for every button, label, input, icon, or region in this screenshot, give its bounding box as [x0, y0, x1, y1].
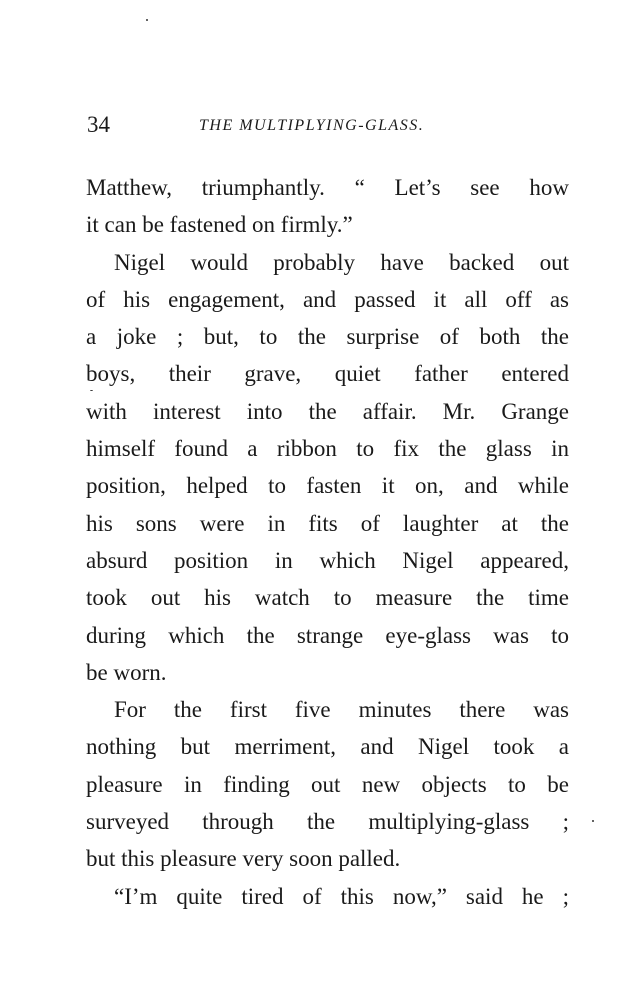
text-line: a joke ; but, to the surprise of both the — [86, 324, 569, 350]
print-speck — [146, 19, 148, 21]
text-line: during which the strange eye-glass was to — [86, 622, 569, 648]
text-line: position, helped to fasten it on, and while — [86, 473, 569, 499]
text-line: Matthew, triumphantly. “ Let’s see how — [86, 175, 569, 200]
text-line: pleasure in finding out new objects to be — [86, 771, 569, 797]
page-number: 34 — [87, 112, 110, 137]
text-line: absurd position in which Nigel appeared, — [86, 547, 569, 573]
text-line: himself found a ribbon to fix the glass in — [86, 436, 569, 462]
text-line: but this pleasure very soon palled. — [86, 846, 401, 872]
running-head: THE MULTIPLYING-GLASS. — [199, 117, 425, 134]
body-text — [86, 169, 569, 915]
text-line: it can be fastened on firmly.” — [86, 212, 353, 238]
text-line: Nigel would probably have backed out — [114, 249, 569, 275]
text-line: boys, their grave, quiet father entered — [86, 361, 569, 387]
text-line: nothing but merriment, and Nigel took a — [86, 734, 569, 760]
page-header — [87, 112, 567, 144]
text-line: his sons were in fits of laughter at the — [86, 510, 569, 536]
text-line: of his engagement, and passed it all off as — [86, 286, 569, 312]
text-line: with interest into the affair. Mr. Grange — [86, 398, 569, 424]
text-line: For the first five minutes there was — [114, 697, 569, 723]
text-line: surveyed through the multiplying-glass ; — [86, 809, 569, 835]
text-line: took out his watch to measure the time — [86, 585, 569, 611]
text-line: be worn. — [86, 659, 167, 685]
text-line: “I’m quite tired of this now,” said he ; — [114, 883, 569, 909]
print-speck — [592, 820, 594, 822]
